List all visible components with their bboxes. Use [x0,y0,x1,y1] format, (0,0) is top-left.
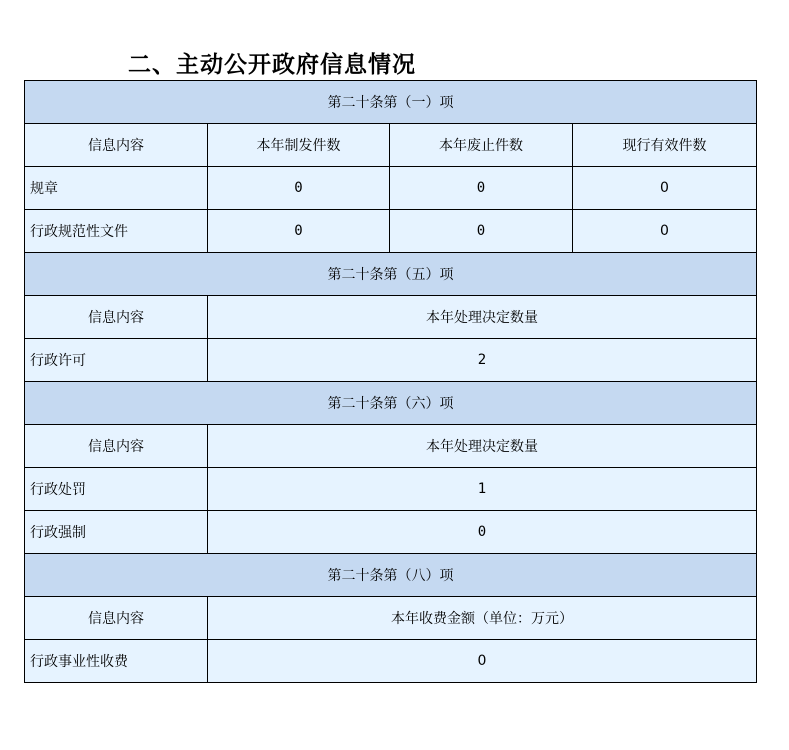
cell-value: 0 [573,210,757,253]
section-heading: 第二十条第（一）项 [25,81,757,124]
cell-value: 0 [573,167,757,210]
section-header-row [25,253,757,296]
disclosure-table [24,80,757,683]
row-label: 规章 [25,167,208,210]
column-header: 本年废止件数 [390,124,573,167]
cell-value: 0 [208,640,757,683]
column-header-row [25,597,757,640]
table-row [25,339,757,382]
section-header-row [25,81,757,124]
column-header: 本年收费金额（单位：万元） [208,597,757,640]
cell-value: 2 [208,339,757,382]
section-heading: 第二十条第（六）项 [25,382,757,425]
column-header-row [25,296,757,339]
column-header-row [25,425,757,468]
row-label: 行政许可 [25,339,208,382]
table-row [25,640,757,683]
row-label: 行政处罚 [25,468,208,511]
row-label: 行政规范性文件 [25,210,208,253]
cell-value: 1 [208,468,757,511]
cell-value: 0 [390,167,573,210]
cell-value: 0 [208,167,390,210]
column-header: 信息内容 [25,124,208,167]
cell-value: 0 [208,210,390,253]
column-header-row [25,124,757,167]
cell-value: 0 [390,210,573,253]
table-row [25,511,757,554]
cell-value: 0 [208,511,757,554]
row-label: 行政强制 [25,511,208,554]
section-header-row [25,382,757,425]
section-header-row [25,554,757,597]
column-header: 本年处理决定数量 [208,296,757,339]
table-row [25,210,757,253]
page-title: 二、主动公开政府信息情况 [128,52,416,78]
table-row [25,167,757,210]
column-header: 现行有效件数 [573,124,757,167]
column-header: 本年处理决定数量 [208,425,757,468]
section-heading: 第二十条第（五）项 [25,253,757,296]
column-header: 本年制发件数 [208,124,390,167]
column-header: 信息内容 [25,425,208,468]
section-heading: 第二十条第（八）项 [25,554,757,597]
row-label: 行政事业性收费 [25,640,208,683]
column-header: 信息内容 [25,597,208,640]
column-header: 信息内容 [25,296,208,339]
table-row [25,468,757,511]
